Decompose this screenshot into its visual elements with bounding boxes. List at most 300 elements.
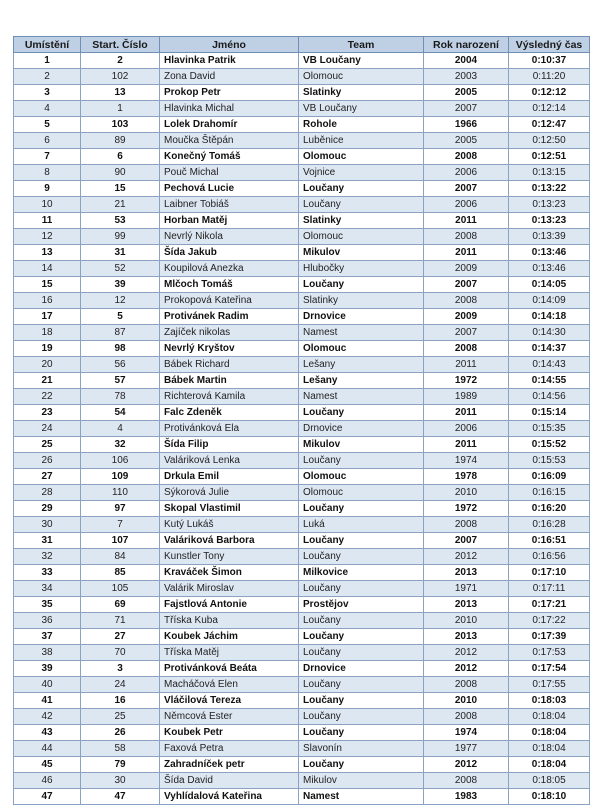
cell-place: 2 xyxy=(14,69,81,85)
cell-final-time: 0:16:20 xyxy=(509,501,590,517)
cell-place: 22 xyxy=(14,389,81,405)
cell-final-time: 0:18:05 xyxy=(509,773,590,789)
cell-name: Bábek Richard xyxy=(160,357,299,373)
cell-start-number: 90 xyxy=(81,165,160,181)
cell-place: 18 xyxy=(14,325,81,341)
table-row xyxy=(14,229,590,245)
cell-name: Šída Filip xyxy=(160,437,299,453)
cell-name: Němcová Ester xyxy=(160,709,299,725)
cell-birth-year: 2013 xyxy=(424,565,509,581)
cell-final-time: 0:15:35 xyxy=(509,421,590,437)
table-row xyxy=(14,485,590,501)
cell-start-number: 21 xyxy=(81,197,160,213)
table-row xyxy=(14,85,590,101)
cell-team: Hlubočky xyxy=(299,261,424,277)
table-row xyxy=(14,421,590,437)
cell-final-time: 0:17:10 xyxy=(509,565,590,581)
table-row xyxy=(14,693,590,709)
table-row xyxy=(14,453,590,469)
cell-name: Zona David xyxy=(160,69,299,85)
cell-place: 37 xyxy=(14,629,81,645)
cell-team: Drnovice xyxy=(299,661,424,677)
cell-team: Drnovice xyxy=(299,309,424,325)
table-row xyxy=(14,213,590,229)
cell-birth-year: 2004 xyxy=(424,53,509,69)
cell-birth-year: 2008 xyxy=(424,341,509,357)
cell-place: 31 xyxy=(14,533,81,549)
cell-team: Drnovice xyxy=(299,421,424,437)
results-table xyxy=(13,36,590,805)
cell-team: Namest xyxy=(299,325,424,341)
cell-name: Valárik Miroslav xyxy=(160,581,299,597)
cell-place: 4 xyxy=(14,101,81,117)
table-row xyxy=(14,133,590,149)
cell-team: Loučany xyxy=(299,277,424,293)
cell-team: Loučany xyxy=(299,645,424,661)
cell-final-time: 0:12:51 xyxy=(509,149,590,165)
table-row xyxy=(14,709,590,725)
table-row xyxy=(14,357,590,373)
cell-name: Fajstlová Antonie xyxy=(160,597,299,613)
cell-final-time: 0:16:51 xyxy=(509,533,590,549)
cell-name: Drkula Emil xyxy=(160,469,299,485)
cell-birth-year: 2007 xyxy=(424,533,509,549)
cell-birth-year: 2006 xyxy=(424,197,509,213)
cell-birth-year: 2012 xyxy=(424,757,509,773)
cell-birth-year: 2011 xyxy=(424,357,509,373)
cell-name: Koupilová Anezka xyxy=(160,261,299,277)
table-body xyxy=(14,53,590,805)
cell-start-number: 87 xyxy=(81,325,160,341)
cell-name: Kraváček Šimon xyxy=(160,565,299,581)
cell-team: Mikulov xyxy=(299,437,424,453)
cell-place: 43 xyxy=(14,725,81,741)
cell-name: Koubek Petr xyxy=(160,725,299,741)
cell-start-number: 15 xyxy=(81,181,160,197)
cell-start-number: 105 xyxy=(81,581,160,597)
cell-name: Protivánková Ela xyxy=(160,421,299,437)
cell-place: 17 xyxy=(14,309,81,325)
cell-birth-year: 2007 xyxy=(424,181,509,197)
cell-birth-year: 2011 xyxy=(424,245,509,261)
cell-place: 25 xyxy=(14,437,81,453)
cell-birth-year: 1972 xyxy=(424,373,509,389)
cell-final-time: 0:18:10 xyxy=(509,789,590,805)
cell-place: 1 xyxy=(14,53,81,69)
cell-start-number: 106 xyxy=(81,453,160,469)
cell-team: VB Loučany xyxy=(299,101,424,117)
table-row xyxy=(14,149,590,165)
cell-birth-year: 2012 xyxy=(424,645,509,661)
cell-final-time: 0:16:15 xyxy=(509,485,590,501)
cell-name: Zahradníček petr xyxy=(160,757,299,773)
table-row xyxy=(14,165,590,181)
cell-start-number: 110 xyxy=(81,485,160,501)
cell-start-number: 2 xyxy=(81,53,160,69)
cell-birth-year: 2012 xyxy=(424,549,509,565)
table-row xyxy=(14,629,590,645)
cell-birth-year: 1977 xyxy=(424,741,509,757)
cell-team: Olomouc xyxy=(299,469,424,485)
cell-team: Olomouc xyxy=(299,341,424,357)
cell-start-number: 3 xyxy=(81,661,160,677)
cell-start-number: 27 xyxy=(81,629,160,645)
cell-start-number: 16 xyxy=(81,693,160,709)
cell-start-number: 32 xyxy=(81,437,160,453)
table-row xyxy=(14,197,590,213)
cell-team: Lešany xyxy=(299,357,424,373)
cell-birth-year: 1974 xyxy=(424,725,509,741)
cell-final-time: 0:15:14 xyxy=(509,405,590,421)
cell-name: Šída Jakub xyxy=(160,245,299,261)
table-row xyxy=(14,437,590,453)
table-row xyxy=(14,517,590,533)
cell-birth-year: 2009 xyxy=(424,309,509,325)
cell-final-time: 0:17:22 xyxy=(509,613,590,629)
cell-start-number: 25 xyxy=(81,709,160,725)
cell-start-number: 39 xyxy=(81,277,160,293)
cell-birth-year: 2007 xyxy=(424,325,509,341)
cell-birth-year: 2013 xyxy=(424,597,509,613)
cell-team: Luběnice xyxy=(299,133,424,149)
cell-final-time: 0:14:09 xyxy=(509,293,590,309)
cell-start-number: 107 xyxy=(81,533,160,549)
table-row xyxy=(14,245,590,261)
cell-final-time: 0:13:15 xyxy=(509,165,590,181)
cell-start-number: 69 xyxy=(81,597,160,613)
cell-birth-year: 2008 xyxy=(424,149,509,165)
cell-place: 24 xyxy=(14,421,81,437)
cell-place: 32 xyxy=(14,549,81,565)
cell-team: Loučany xyxy=(299,501,424,517)
cell-final-time: 0:11:20 xyxy=(509,69,590,85)
cell-place: 47 xyxy=(14,789,81,805)
cell-final-time: 0:18:04 xyxy=(509,757,590,773)
cell-final-time: 0:13:23 xyxy=(509,197,590,213)
cell-place: 36 xyxy=(14,613,81,629)
cell-name: Faxová Petra xyxy=(160,741,299,757)
cell-start-number: 78 xyxy=(81,389,160,405)
cell-place: 46 xyxy=(14,773,81,789)
cell-birth-year: 2006 xyxy=(424,421,509,437)
cell-place: 27 xyxy=(14,469,81,485)
cell-team: Loučany xyxy=(299,725,424,741)
cell-name: Prokop Petr xyxy=(160,85,299,101)
cell-birth-year: 2008 xyxy=(424,773,509,789)
cell-birth-year: 2007 xyxy=(424,277,509,293)
table-row xyxy=(14,181,590,197)
header-birth-year: Rok narození xyxy=(424,37,509,53)
table-row xyxy=(14,373,590,389)
cell-team: Loučany xyxy=(299,533,424,549)
cell-name: Mlčoch Tomáš xyxy=(160,277,299,293)
table-row xyxy=(14,677,590,693)
cell-birth-year: 1983 xyxy=(424,789,509,805)
cell-place: 38 xyxy=(14,645,81,661)
cell-place: 5 xyxy=(14,117,81,133)
cell-final-time: 0:14:18 xyxy=(509,309,590,325)
cell-final-time: 0:17:55 xyxy=(509,677,590,693)
cell-final-time: 0:14:56 xyxy=(509,389,590,405)
cell-final-time: 0:18:04 xyxy=(509,725,590,741)
cell-place: 33 xyxy=(14,565,81,581)
cell-place: 11 xyxy=(14,213,81,229)
cell-name: Protivánková Beáta xyxy=(160,661,299,677)
cell-name: Skopal Vlastimil xyxy=(160,501,299,517)
results-sheet xyxy=(13,36,590,805)
cell-place: 21 xyxy=(14,373,81,389)
cell-place: 19 xyxy=(14,341,81,357)
cell-final-time: 0:17:54 xyxy=(509,661,590,677)
table-row xyxy=(14,261,590,277)
cell-start-number: 5 xyxy=(81,309,160,325)
cell-team: Loučany xyxy=(299,757,424,773)
cell-place: 7 xyxy=(14,149,81,165)
cell-start-number: 70 xyxy=(81,645,160,661)
cell-start-number: 99 xyxy=(81,229,160,245)
cell-final-time: 0:16:28 xyxy=(509,517,590,533)
cell-team: Loučany xyxy=(299,629,424,645)
cell-team: VB Loučany xyxy=(299,53,424,69)
header-final-time: Výsledný čas xyxy=(509,37,590,53)
cell-team: Namest xyxy=(299,789,424,805)
cell-name: Sýkorová Julie xyxy=(160,485,299,501)
cell-birth-year: 2010 xyxy=(424,693,509,709)
cell-team: Rohole xyxy=(299,117,424,133)
cell-place: 28 xyxy=(14,485,81,501)
cell-name: Vláčilová Tereza xyxy=(160,693,299,709)
cell-birth-year: 2010 xyxy=(424,485,509,501)
cell-birth-year: 2008 xyxy=(424,677,509,693)
cell-birth-year: 1978 xyxy=(424,469,509,485)
cell-name: Richterová Kamila xyxy=(160,389,299,405)
cell-birth-year: 1974 xyxy=(424,453,509,469)
table-row xyxy=(14,581,590,597)
cell-team: Loučany xyxy=(299,581,424,597)
cell-birth-year: 1966 xyxy=(424,117,509,133)
cell-birth-year: 1972 xyxy=(424,501,509,517)
cell-name: Šída David xyxy=(160,773,299,789)
cell-place: 29 xyxy=(14,501,81,517)
cell-place: 14 xyxy=(14,261,81,277)
cell-team: Slatinky xyxy=(299,293,424,309)
cell-team: Olomouc xyxy=(299,69,424,85)
cell-team: Loučany xyxy=(299,613,424,629)
cell-team: Loučany xyxy=(299,453,424,469)
cell-name: Macháčová Elen xyxy=(160,677,299,693)
cell-start-number: 54 xyxy=(81,405,160,421)
cell-name: Lolek Drahomír xyxy=(160,117,299,133)
cell-birth-year: 2008 xyxy=(424,517,509,533)
cell-place: 13 xyxy=(14,245,81,261)
table-row xyxy=(14,53,590,69)
cell-name: Hlavinka Michal xyxy=(160,101,299,117)
table-row xyxy=(14,725,590,741)
header-row xyxy=(14,37,590,53)
cell-team: Loučany xyxy=(299,197,424,213)
cell-place: 44 xyxy=(14,741,81,757)
table-row xyxy=(14,469,590,485)
cell-place: 45 xyxy=(14,757,81,773)
cell-start-number: 103 xyxy=(81,117,160,133)
table-row xyxy=(14,773,590,789)
cell-name: Vyhlídalová Kateřina xyxy=(160,789,299,805)
cell-birth-year: 2006 xyxy=(424,165,509,181)
header-place: Umístění xyxy=(14,37,81,53)
cell-final-time: 0:17:11 xyxy=(509,581,590,597)
cell-name: Konečný Tomáš xyxy=(160,149,299,165)
table-row xyxy=(14,613,590,629)
cell-start-number: 71 xyxy=(81,613,160,629)
cell-place: 35 xyxy=(14,597,81,613)
cell-final-time: 0:17:53 xyxy=(509,645,590,661)
cell-name: Pouč Michal xyxy=(160,165,299,181)
cell-final-time: 0:12:14 xyxy=(509,101,590,117)
cell-team: Olomouc xyxy=(299,485,424,501)
cell-birth-year: 2008 xyxy=(424,293,509,309)
table-row xyxy=(14,757,590,773)
cell-final-time: 0:13:46 xyxy=(509,245,590,261)
cell-final-time: 0:15:53 xyxy=(509,453,590,469)
cell-start-number: 97 xyxy=(81,501,160,517)
table-row xyxy=(14,565,590,581)
cell-start-number: 4 xyxy=(81,421,160,437)
cell-start-number: 12 xyxy=(81,293,160,309)
cell-place: 41 xyxy=(14,693,81,709)
cell-birth-year: 2005 xyxy=(424,133,509,149)
cell-final-time: 0:16:09 xyxy=(509,469,590,485)
table-row xyxy=(14,645,590,661)
cell-start-number: 7 xyxy=(81,517,160,533)
cell-start-number: 57 xyxy=(81,373,160,389)
cell-start-number: 79 xyxy=(81,757,160,773)
cell-team: Luká xyxy=(299,517,424,533)
cell-team: Olomouc xyxy=(299,149,424,165)
cell-name: Moučka Štěpán xyxy=(160,133,299,149)
cell-team: Prostějov xyxy=(299,597,424,613)
header-team: Team xyxy=(299,37,424,53)
cell-final-time: 0:18:04 xyxy=(509,709,590,725)
cell-final-time: 0:12:12 xyxy=(509,85,590,101)
cell-final-time: 0:13:23 xyxy=(509,213,590,229)
cell-team: Mikulov xyxy=(299,773,424,789)
cell-place: 16 xyxy=(14,293,81,309)
cell-name: Nevrlý Kryštov xyxy=(160,341,299,357)
cell-final-time: 0:13:46 xyxy=(509,261,590,277)
cell-name: Valáriková Lenka xyxy=(160,453,299,469)
cell-place: 23 xyxy=(14,405,81,421)
cell-place: 6 xyxy=(14,133,81,149)
cell-team: Loučany xyxy=(299,693,424,709)
cell-team: Slatinky xyxy=(299,85,424,101)
cell-team: Loučany xyxy=(299,181,424,197)
table-row xyxy=(14,741,590,757)
cell-name: Tříska Matěj xyxy=(160,645,299,661)
table-row xyxy=(14,293,590,309)
cell-start-number: 47 xyxy=(81,789,160,805)
cell-team: Mikulov xyxy=(299,245,424,261)
cell-final-time: 0:17:39 xyxy=(509,629,590,645)
cell-birth-year: 2008 xyxy=(424,229,509,245)
table-row xyxy=(14,101,590,117)
cell-final-time: 0:14:05 xyxy=(509,277,590,293)
cell-place: 26 xyxy=(14,453,81,469)
cell-start-number: 6 xyxy=(81,149,160,165)
cell-name: Bábek Martin xyxy=(160,373,299,389)
cell-name: Falc Zdeněk xyxy=(160,405,299,421)
cell-name: Kunstler Tony xyxy=(160,549,299,565)
cell-name: Horban Matěj xyxy=(160,213,299,229)
table-row xyxy=(14,405,590,421)
cell-team: Loučany xyxy=(299,405,424,421)
cell-start-number: 26 xyxy=(81,725,160,741)
cell-team: Olomouc xyxy=(299,229,424,245)
table-row xyxy=(14,69,590,85)
cell-place: 39 xyxy=(14,661,81,677)
table-row xyxy=(14,789,590,805)
cell-name: Valáriková Barbora xyxy=(160,533,299,549)
cell-start-number: 58 xyxy=(81,741,160,757)
cell-name: Zajíček nikolas xyxy=(160,325,299,341)
cell-team: Slatinky xyxy=(299,213,424,229)
cell-place: 3 xyxy=(14,85,81,101)
cell-birth-year: 2011 xyxy=(424,405,509,421)
cell-final-time: 0:15:52 xyxy=(509,437,590,453)
cell-team: Loučany xyxy=(299,549,424,565)
cell-birth-year: 2011 xyxy=(424,213,509,229)
cell-birth-year: 2010 xyxy=(424,613,509,629)
cell-start-number: 52 xyxy=(81,261,160,277)
cell-birth-year: 2007 xyxy=(424,101,509,117)
cell-place: 30 xyxy=(14,517,81,533)
cell-place: 42 xyxy=(14,709,81,725)
cell-place: 8 xyxy=(14,165,81,181)
cell-birth-year: 2011 xyxy=(424,437,509,453)
table-row xyxy=(14,501,590,517)
table-row xyxy=(14,549,590,565)
cell-start-number: 53 xyxy=(81,213,160,229)
header-name: Jméno xyxy=(160,37,299,53)
cell-start-number: 56 xyxy=(81,357,160,373)
cell-start-number: 85 xyxy=(81,565,160,581)
cell-name: Tříska Kuba xyxy=(160,613,299,629)
cell-final-time: 0:10:37 xyxy=(509,53,590,69)
cell-start-number: 84 xyxy=(81,549,160,565)
cell-final-time: 0:14:30 xyxy=(509,325,590,341)
table-row xyxy=(14,661,590,677)
cell-place: 34 xyxy=(14,581,81,597)
cell-final-time: 0:13:22 xyxy=(509,181,590,197)
cell-name: Pechová Lucie xyxy=(160,181,299,197)
cell-start-number: 24 xyxy=(81,677,160,693)
cell-final-time: 0:18:04 xyxy=(509,741,590,757)
cell-birth-year: 2013 xyxy=(424,629,509,645)
cell-birth-year: 2009 xyxy=(424,261,509,277)
header-start-number: Start. Číslo xyxy=(81,37,160,53)
table-row xyxy=(14,389,590,405)
cell-place: 40 xyxy=(14,677,81,693)
cell-final-time: 0:13:39 xyxy=(509,229,590,245)
cell-place: 15 xyxy=(14,277,81,293)
cell-birth-year: 2008 xyxy=(424,709,509,725)
cell-start-number: 31 xyxy=(81,245,160,261)
cell-final-time: 0:16:56 xyxy=(509,549,590,565)
cell-place: 12 xyxy=(14,229,81,245)
cell-start-number: 98 xyxy=(81,341,160,357)
cell-final-time: 0:17:21 xyxy=(509,597,590,613)
table-row xyxy=(14,325,590,341)
cell-start-number: 109 xyxy=(81,469,160,485)
